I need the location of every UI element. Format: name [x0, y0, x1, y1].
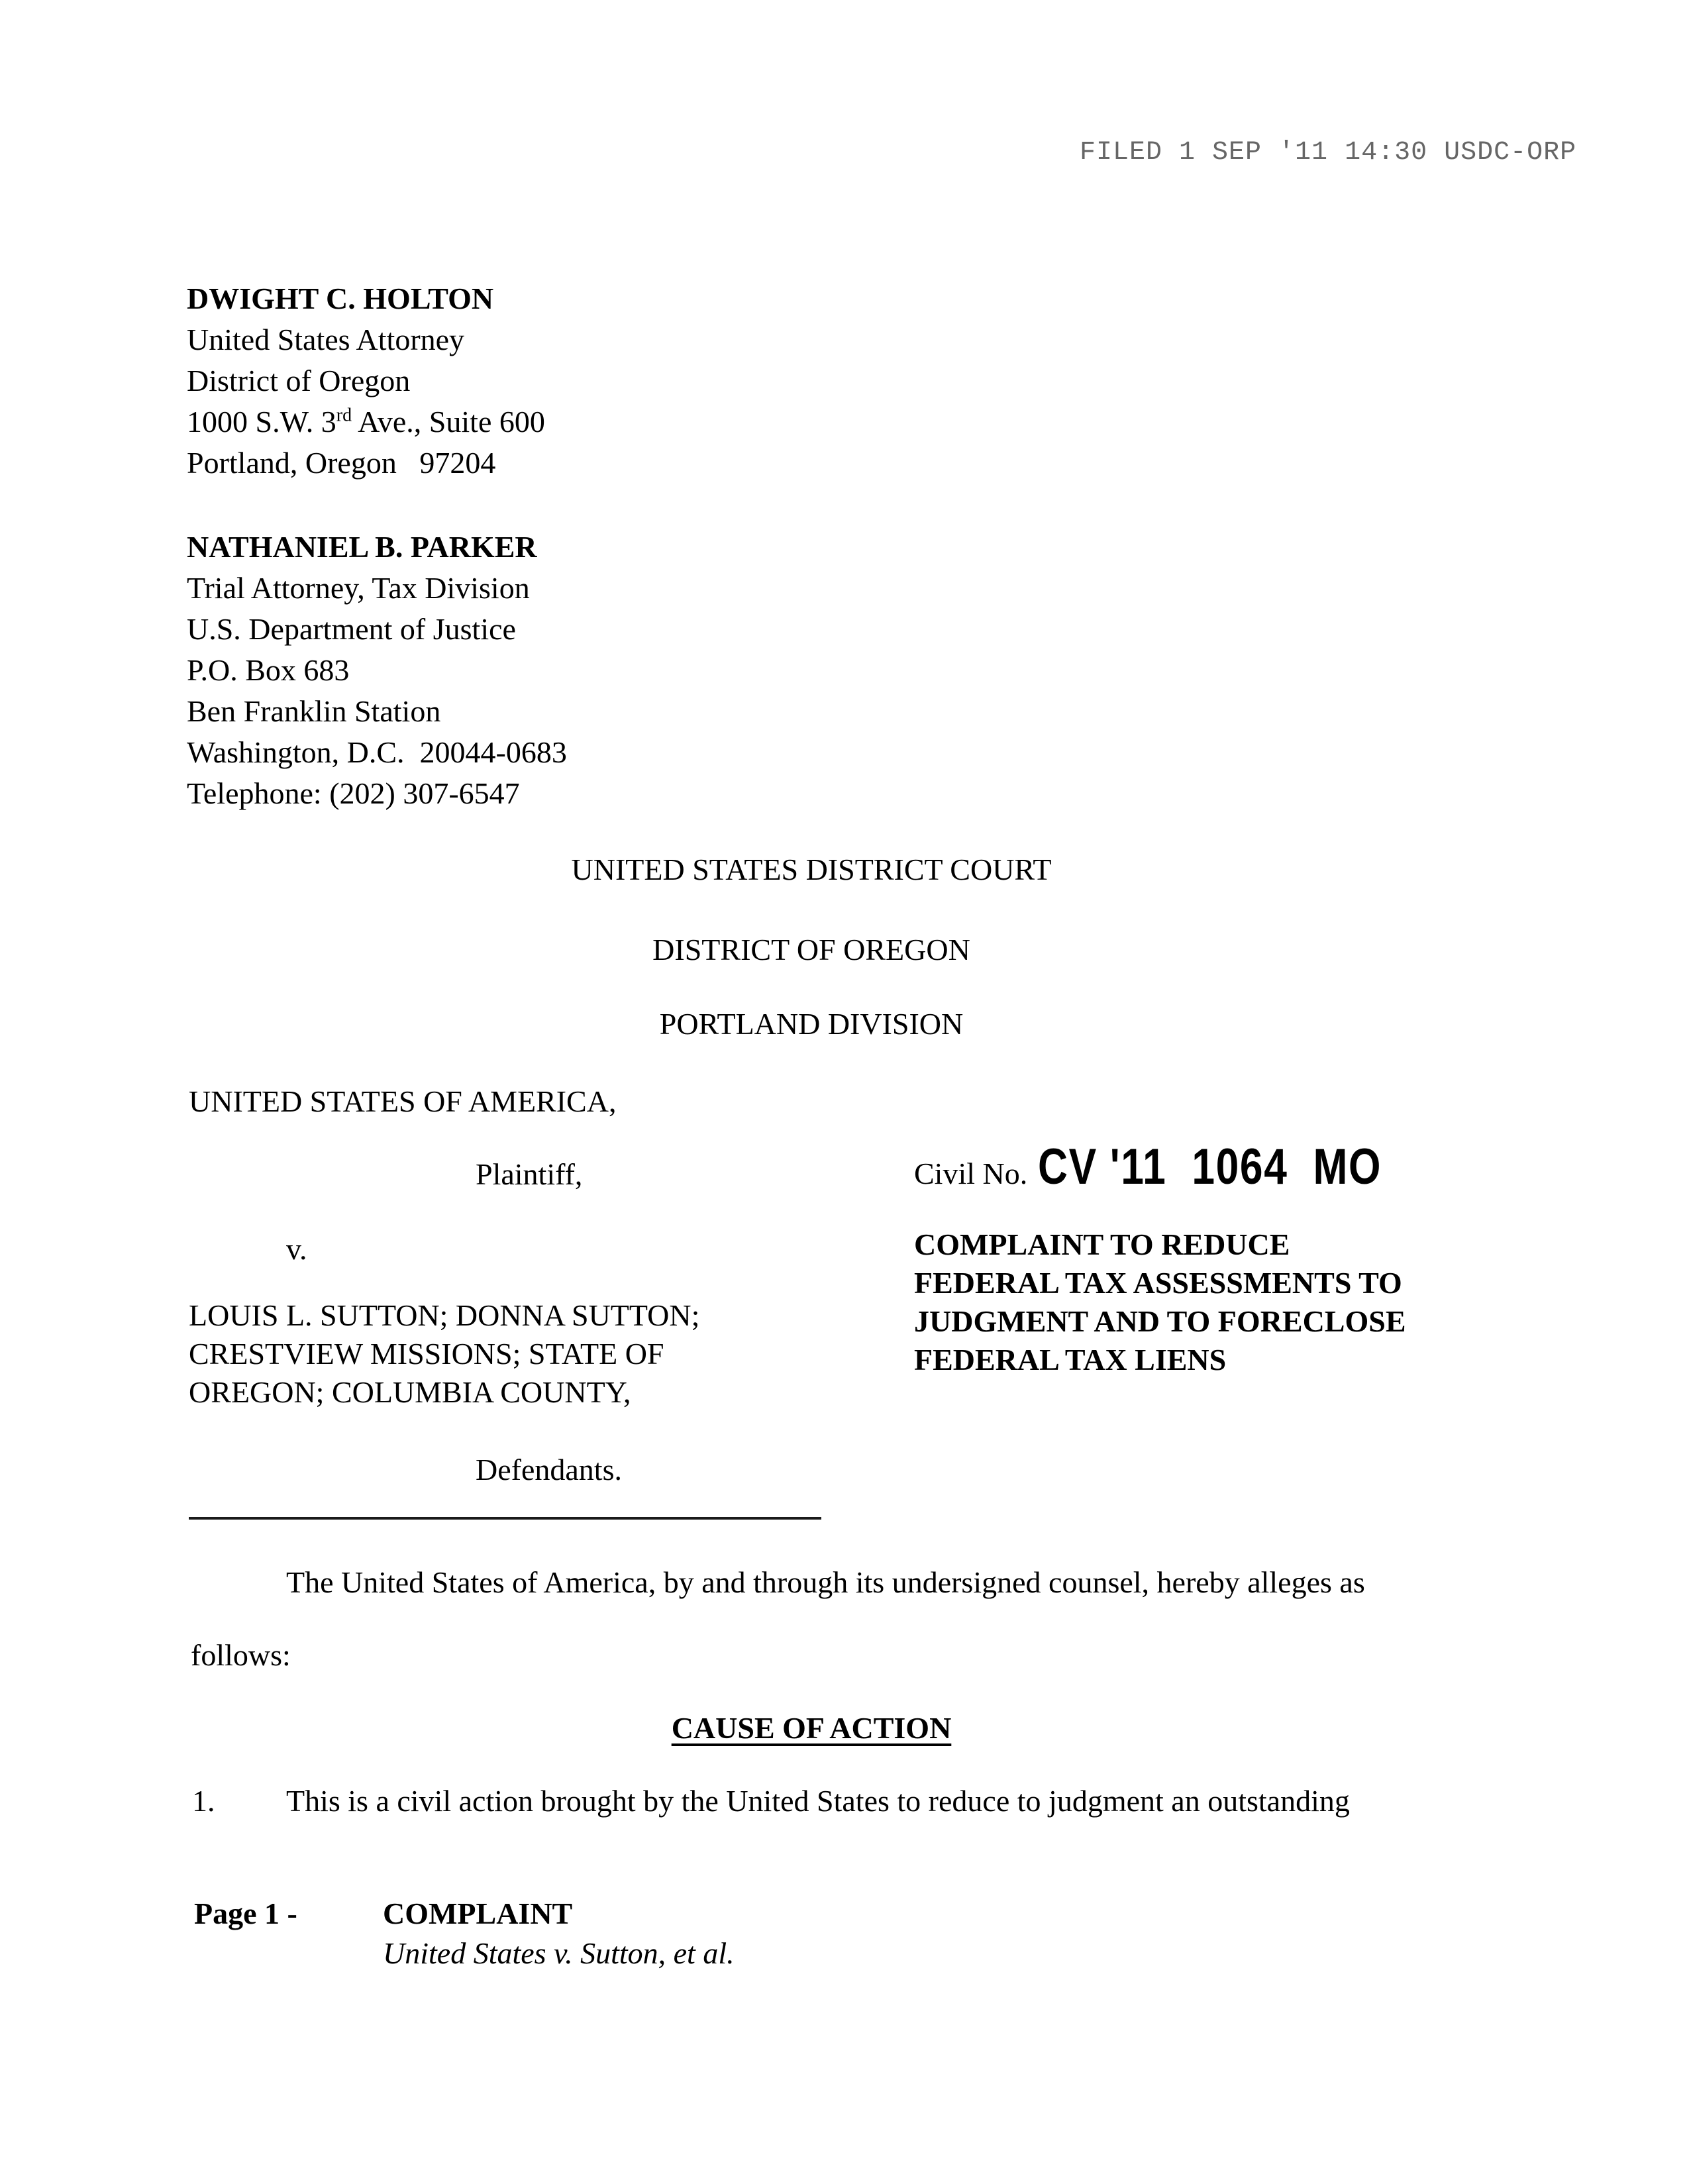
complaint-title	[914, 1224, 1406, 1378]
street-ordinal: rd	[336, 405, 352, 426]
complaint-title-line: FEDERAL TAX ASSESSMENTS TO	[914, 1266, 1402, 1300]
complaint-title-line: FEDERAL TAX LIENS	[914, 1343, 1227, 1377]
counsel-line: Trial Attorney, Tax Division	[187, 571, 530, 605]
civil-case-number	[914, 1141, 1457, 1200]
case-number-stamp: CV '11 1064 MO	[1037, 1139, 1382, 1195]
counsel-line: Washington, D.C. 20044-0683	[187, 735, 567, 769]
plaintiff-name: UNITED STATES OF AMERICA,	[189, 1084, 617, 1118]
defendants-list	[189, 1295, 699, 1410]
court-division: PORTLAND DIVISION	[659, 1007, 964, 1041]
street-pre: 1000 S.W. 3	[187, 405, 336, 439]
counsel-block-trial-attorney	[187, 527, 567, 814]
counsel-block-us-attorney	[187, 278, 545, 484]
footer-document-title: COMPLAINT	[383, 1897, 573, 1930]
paragraph-number: 1.	[192, 1784, 215, 1818]
defendants-line: OREGON; COLUMBIA COUNTY,	[189, 1375, 631, 1409]
street-post: Ave., Suite 600	[352, 405, 545, 439]
counsel-title: United States Attorney	[187, 323, 465, 356]
complaint-title-line: JUDGMENT AND TO FORECLOSE	[914, 1304, 1406, 1338]
versus: v.	[286, 1232, 307, 1266]
counsel-telephone: Telephone: (202) 307-6547	[187, 776, 520, 810]
paragraph-text: This is a civil action brought by the United States to reduce to judgment an outstanding	[286, 1784, 1350, 1818]
footer-page-label: Page 1 -	[194, 1897, 297, 1930]
counsel-name: NATHANIEL B. PARKER	[187, 530, 537, 564]
footer-case-caption: United States v. Sutton, et al.	[383, 1936, 735, 1970]
counsel-city: Portland, Oregon 97204	[187, 446, 496, 480]
filing-stamp: FILED 1 SEP '11 14:30 USDC-ORP	[1080, 138, 1577, 168]
section-heading-text: CAUSE OF ACTION	[671, 1711, 952, 1745]
section-heading	[0, 1708, 1623, 1749]
complaint-title-line: COMPLAINT TO REDUCE	[914, 1227, 1290, 1261]
court-name: UNITED STATES DISTRICT COURT	[571, 853, 1052, 886]
defendants-label: Defendants.	[476, 1453, 622, 1486]
counsel-district: District of Oregon	[187, 364, 411, 397]
counsel-name: DWIGHT C. HOLTON	[187, 282, 494, 315]
defendants-line: CRESTVIEW MISSIONS; STATE OF	[189, 1337, 664, 1371]
counsel-line: P.O. Box 683	[187, 653, 350, 687]
caption-divider	[189, 1517, 821, 1520]
intro-paragraph: The United States of America, by and through its undersigned counsel, hereby alleges as	[286, 1565, 1365, 1599]
counsel-line: Ben Franklin Station	[187, 694, 441, 728]
intro-paragraph-continued: follows:	[191, 1638, 291, 1672]
plaintiff-label: Plaintiff,	[476, 1157, 583, 1191]
court-district: DISTRICT OF OREGON	[652, 933, 970, 966]
counsel-line: U.S. Department of Justice	[187, 612, 516, 646]
counsel-street	[187, 401, 545, 442]
defendants-line: LOUIS L. SUTTON; DONNA SUTTON;	[189, 1298, 700, 1332]
civil-label: Civil No.	[914, 1157, 1028, 1190]
